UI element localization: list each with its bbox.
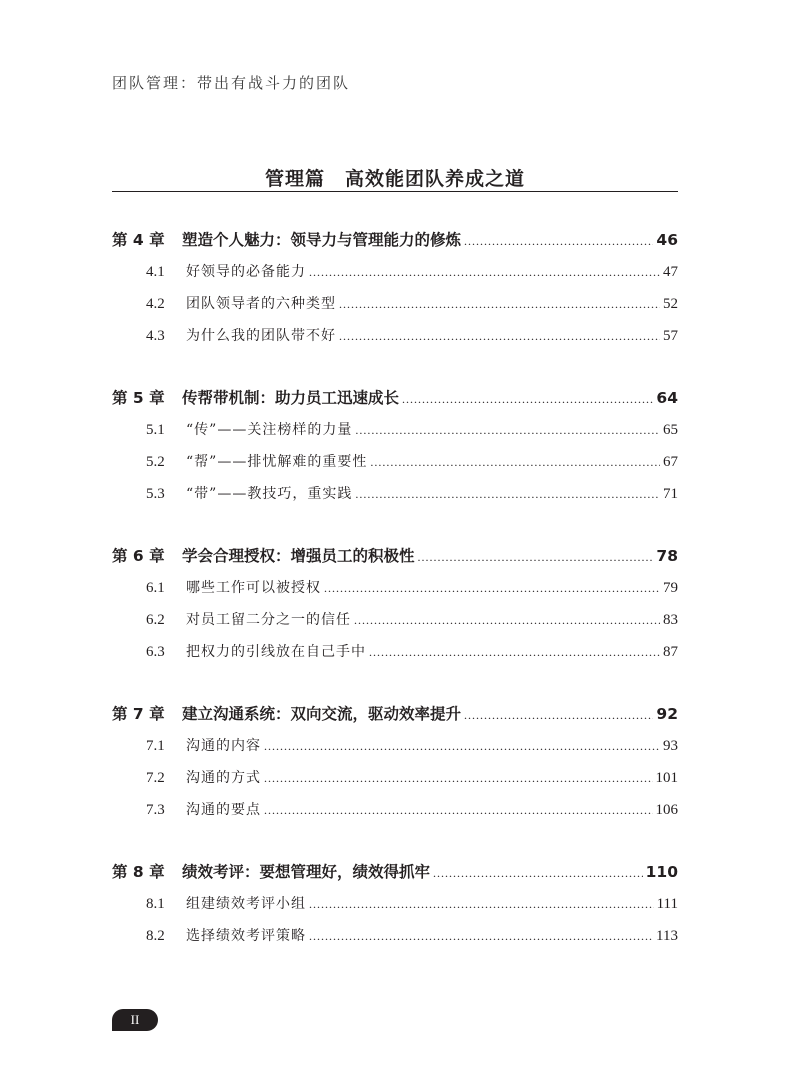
dot-leader: [264, 730, 660, 762]
chapter-number: 第 8 章: [112, 863, 165, 881]
toc-section-entry: [112, 288, 678, 320]
section-page-number: 79: [663, 580, 678, 596]
section-page-number: 57: [663, 328, 678, 344]
dot-leader: [324, 572, 660, 604]
dot-leader: [339, 320, 660, 352]
section-title: 把权力的引线放在自己手中: [186, 644, 366, 660]
section-page-number: 111: [656, 896, 678, 912]
section-title: 沟通的要点: [186, 802, 261, 818]
toc-chapter-entry: [112, 382, 678, 414]
section-number: 5.1: [146, 422, 165, 438]
section-number: 7.3: [146, 802, 165, 818]
section-number: 4.1: [146, 264, 165, 280]
dot-leader: [402, 383, 653, 415]
dot-leader: [370, 446, 660, 478]
chapter-page-number: 46: [656, 231, 678, 249]
chapter-page-number: 64: [656, 389, 678, 407]
dot-leader: [369, 636, 660, 668]
section-page-number: 71: [663, 486, 678, 502]
section-number: 6.3: [146, 644, 165, 660]
toc-chapter-entry: [112, 698, 678, 730]
chapter-page-number: 92: [656, 705, 678, 723]
dot-leader: [354, 604, 660, 636]
dot-leader: [309, 920, 653, 952]
toc-chapter-entry: [112, 224, 678, 256]
section-title: 沟通的内容: [186, 738, 261, 754]
dot-leader: [464, 699, 653, 731]
toc-chapter-block: [112, 698, 678, 826]
table-of-contents: [112, 224, 678, 982]
section-number: 4.2: [146, 296, 165, 312]
section-number: 5.3: [146, 486, 165, 502]
part-title-rule: [112, 191, 678, 192]
chapter-page-number: 78: [656, 547, 678, 565]
dot-leader: [355, 414, 660, 446]
section-page-number: 83: [663, 612, 678, 628]
toc-section-entry: [112, 478, 678, 510]
section-number: 5.2: [146, 454, 165, 470]
toc-section-entry: [112, 572, 678, 604]
toc-section-entry: [112, 888, 678, 920]
chapter-number: 第 4 章: [112, 231, 165, 249]
toc-chapter-block: [112, 856, 678, 952]
section-page-number: 47: [663, 264, 678, 280]
toc-section-entry: [112, 636, 678, 668]
part-title: 管理篇 高效能团队养成之道: [264, 168, 525, 190]
section-title: “传”——关注榜样的力量: [186, 422, 353, 438]
section-number: 6.2: [146, 612, 165, 628]
chapter-title: 传帮带机制：助力员工迅速成长: [182, 389, 400, 407]
toc-chapter-block: [112, 224, 678, 352]
dot-leader: [355, 478, 660, 510]
toc-chapter-block: [112, 382, 678, 510]
section-title: “帮”——排忧解难的重要性: [186, 454, 368, 470]
section-number: 7.1: [146, 738, 165, 754]
section-title: 好领导的必备能力: [186, 264, 306, 280]
section-number: 6.1: [146, 580, 165, 596]
dot-leader: [264, 762, 653, 794]
chapter-page-number: 110: [645, 863, 678, 881]
toc-section-entry: [112, 762, 678, 794]
toc-section-entry: [112, 920, 678, 952]
section-title: 选择绩效考评策略: [186, 928, 306, 944]
toc-section-entry: [112, 730, 678, 762]
dot-leader: [433, 857, 643, 889]
dot-leader: [309, 256, 660, 288]
section-page-number: 93: [663, 738, 678, 754]
chapter-title: 学会合理授权：增强员工的积极性: [182, 547, 415, 565]
section-page-number: 113: [656, 928, 678, 944]
section-number: 8.2: [146, 928, 165, 944]
section-title: 团队领导者的六种类型: [186, 296, 336, 312]
dot-leader: [264, 794, 653, 826]
section-title: “带”——教技巧，重实践: [186, 486, 353, 502]
toc-chapter-entry: [112, 856, 678, 888]
chapter-number: 第 7 章: [112, 705, 165, 723]
section-page-number: 65: [663, 422, 678, 438]
toc-section-entry: [112, 414, 678, 446]
section-page-number: 87: [663, 644, 678, 660]
section-number: 8.1: [146, 896, 165, 912]
toc-section-entry: [112, 320, 678, 352]
dot-leader: [418, 541, 654, 573]
toc-chapter-block: [112, 540, 678, 668]
section-page-number: 106: [655, 802, 678, 818]
toc-section-entry: [112, 256, 678, 288]
section-title: 对员工留二分之一的信任: [186, 612, 351, 628]
section-page-number: 67: [663, 454, 678, 470]
running-header: 团队管理：带出有战斗力的团队: [112, 74, 351, 92]
chapter-title: 塑造个人魅力：领导力与管理能力的修炼: [182, 231, 462, 249]
section-page-number: 101: [655, 770, 678, 786]
section-title: 哪些工作可以被授权: [186, 580, 321, 596]
dot-leader: [464, 225, 653, 257]
dot-leader: [339, 288, 660, 320]
section-number: 7.2: [146, 770, 165, 786]
section-title: 为什么我的团队带不好: [186, 328, 336, 344]
section-number: 4.3: [146, 328, 165, 344]
dot-leader: [309, 888, 654, 920]
toc-chapter-entry: [112, 540, 678, 572]
section-page-number: 52: [663, 296, 678, 312]
chapter-title: 建立沟通系统：双向交流，驱动效率提升: [182, 705, 462, 723]
section-title: 沟通的方式: [186, 770, 261, 786]
toc-section-entry: [112, 794, 678, 826]
toc-section-entry: [112, 604, 678, 636]
chapter-title: 绩效考评：要想管理好，绩效得抓牢: [182, 863, 431, 881]
section-title: 组建绩效考评小组: [186, 896, 306, 912]
chapter-number: 第 6 章: [112, 547, 165, 565]
chapter-number: 第 5 章: [112, 389, 165, 407]
page-folio: II: [112, 1009, 158, 1031]
toc-section-entry: [112, 446, 678, 478]
